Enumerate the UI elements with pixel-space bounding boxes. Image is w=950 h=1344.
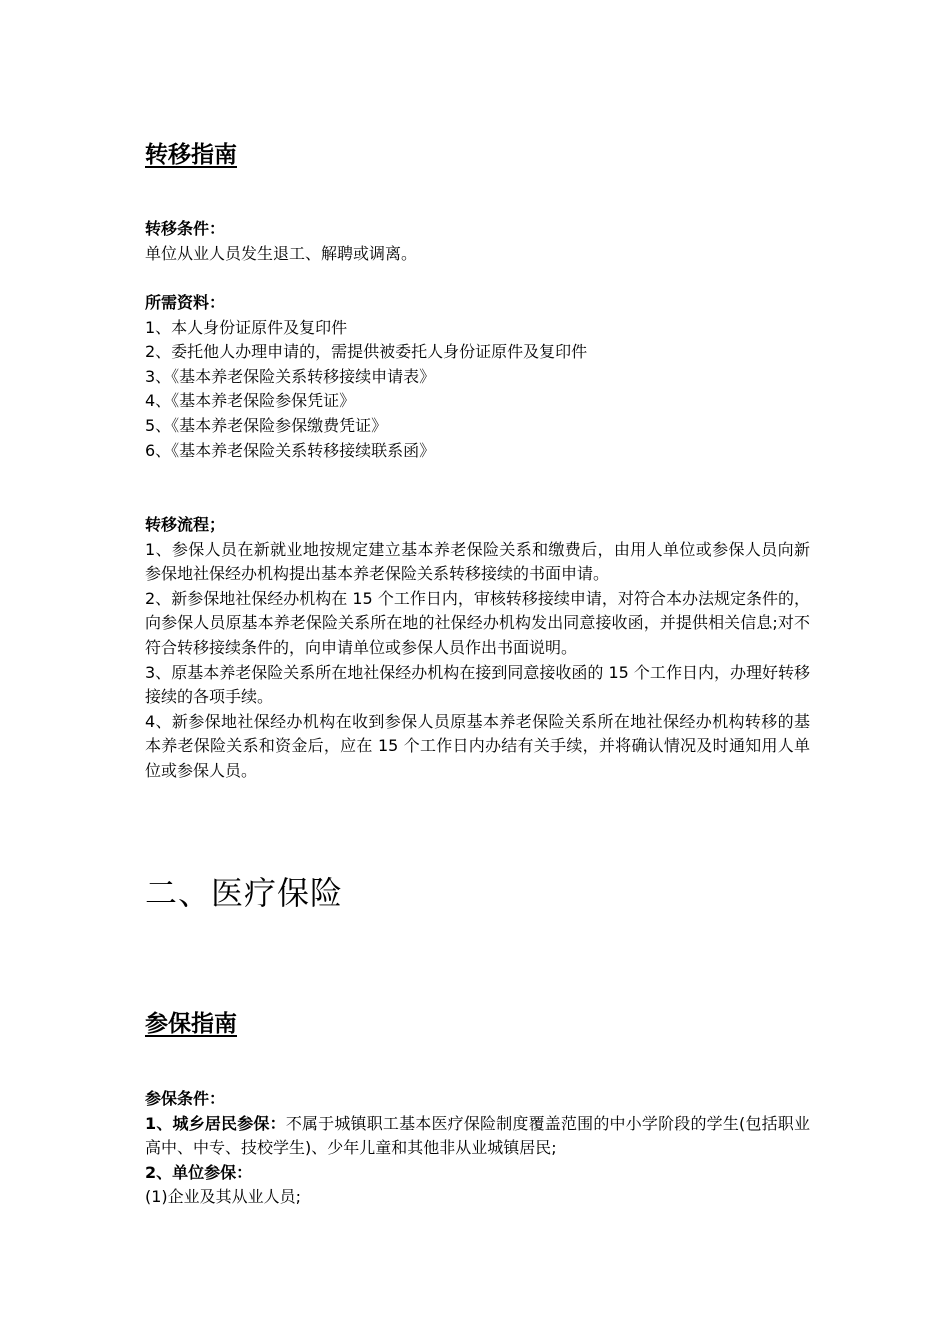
transfer-conditions-text: 单位从业人员发生退工、解聘或调离。	[145, 243, 418, 263]
medical-insurance-chapter-title: 二、医疗保险	[145, 874, 344, 912]
material-item: 2、委托他人办理申请的，需提供被委托人身份证原件及复印件	[145, 342, 588, 362]
enroll-item-1-label: 1、城乡居民参保：	[145, 1113, 286, 1133]
material-item: 4、《基本养老保险参保凭证》	[145, 391, 356, 411]
material-item: 3、《基本养老保险关系转移接续申请表》	[145, 366, 436, 386]
process-step: 3、原基本养老保险关系所在地社保经办机构在接到同意接收函的 15 个工作日内，办理好转移接续的各项手续。	[145, 662, 810, 707]
enroll-item-1	[145, 1112, 810, 1161]
material-item: 6、《基本养老保险关系转移接续联系函》	[145, 440, 436, 460]
enroll-item-2-sub-1: (1)企业及其从业人员;	[145, 1187, 302, 1207]
required-materials-block	[145, 291, 810, 463]
transfer-process-block	[145, 513, 810, 784]
material-item: 5、《基本养老保险参保缴费凭证》	[145, 415, 388, 435]
enroll-guide-title: 参保指南	[145, 1011, 237, 1037]
transfer-conditions-label: 转移条件：	[145, 219, 226, 238]
required-materials-label: 所需资料：	[145, 293, 226, 312]
process-step: 2、新参保地社保经办机构在 15 个工作日内，审核转移接续申请，对符合本办法规定条件的，向参保人员原基本养老保险关系所在地的社保经办机构发出同意接收函，并提供相关信息;对不符合转移接续条件的，向申请单位或参保人员作出书面说明。	[145, 588, 810, 657]
transfer-conditions-block	[145, 217, 810, 266]
enroll-item-1-text: 不属于城镇职工基本医疗保险制度覆盖范围的中小学阶段的学生(包括职业高中、中专、技校学生)、少年儿童和其他非从业城镇居民;	[145, 1113, 810, 1158]
process-step: 1、参保人员在新就业地按规定建立基本养老保险关系和缴费后，由用人单位或参保人员向新参保地社保经办机构提出基本养老保险关系转移接续的书面申请。	[145, 539, 810, 584]
transfer-guide-title: 转移指南	[145, 142, 237, 168]
material-item: 1、本人身份证原件及复印件	[145, 317, 348, 337]
enroll-conditions-label: 参保条件：	[145, 1089, 226, 1108]
enroll-item-2-label: 2、单位参保：	[145, 1162, 253, 1182]
enroll-conditions-block	[145, 1087, 810, 1210]
transfer-process-label: 转移流程；	[145, 515, 226, 534]
process-step: 4、新参保地社保经办机构在收到参保人员原基本养老保险关系所在地社保经办机构转移的基本养老保险关系和资金后，应在 15 个工作日内办结有关手续，并将确认情况及时通知用人单位或参保人员。	[145, 711, 810, 780]
